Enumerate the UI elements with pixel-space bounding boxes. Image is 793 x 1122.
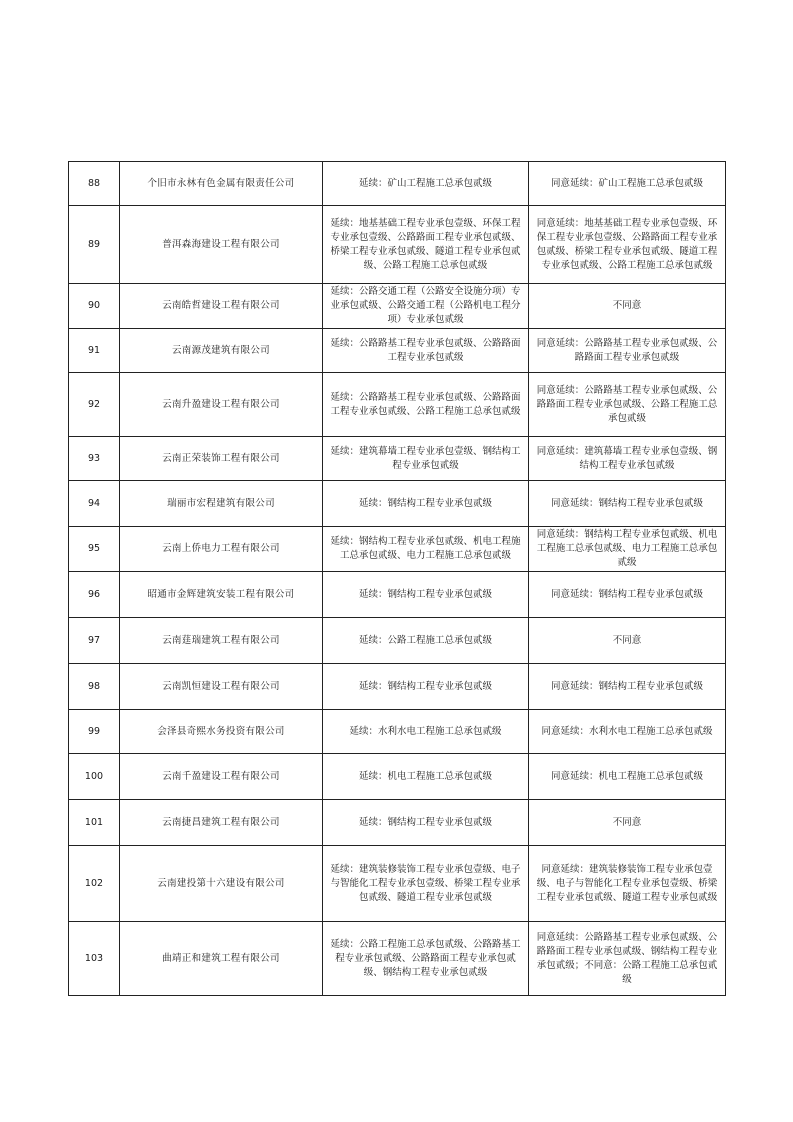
company-name: 曲靖正和建筑工程有限公司 (120, 922, 323, 996)
row-number: 93 (69, 437, 120, 481)
application-content: 延续：公路路基工程专业承包贰级、公路路面工程专业承包贰级、公路工程施工总承包贰级 (323, 373, 529, 437)
company-name: 云南建投第十六建设有限公司 (120, 846, 323, 922)
row-number: 95 (69, 527, 120, 572)
company-name: 云南莛瑞建筑工程有限公司 (120, 618, 323, 664)
row-number: 98 (69, 664, 120, 710)
review-result: 同意延续：公路路基工程专业承包贰级、公路路面工程专业承包贰级、公路工程施工总承包贰级 (529, 373, 726, 437)
company-name: 云南捷昌建筑工程有限公司 (120, 800, 323, 846)
table-row (69, 922, 726, 996)
row-number: 88 (69, 162, 120, 206)
row-number: 91 (69, 329, 120, 373)
row-number: 89 (69, 206, 120, 284)
application-content: 延续：矿山工程施工总承包贰级 (323, 162, 529, 206)
qualification-table (68, 161, 726, 996)
row-number: 97 (69, 618, 120, 664)
review-result: 同意延续：建筑幕墙工程专业承包壹级、钢结构工程专业承包贰级 (529, 437, 726, 481)
table-row (69, 710, 726, 754)
row-number: 92 (69, 373, 120, 437)
company-name: 云南正荣装饰工程有限公司 (120, 437, 323, 481)
review-result: 同意延续：钢结构工程专业承包贰级、机电工程施工总承包贰级、电力工程施工总承包贰级 (529, 527, 726, 572)
review-result: 同意延续：水利水电工程施工总承包贰级 (529, 710, 726, 754)
review-result: 不同意 (529, 800, 726, 846)
company-name: 云南源茂建筑有限公司 (120, 329, 323, 373)
row-number: 96 (69, 572, 120, 618)
application-content: 延续：建筑幕墙工程专业承包壹级、钢结构工程专业承包贰级 (323, 437, 529, 481)
company-name: 普洱森海建设工程有限公司 (120, 206, 323, 284)
table-body (69, 162, 726, 996)
company-name: 云南千盈建设工程有限公司 (120, 754, 323, 800)
application-content: 延续：钢结构工程专业承包贰级 (323, 800, 529, 846)
application-content: 延续：公路交通工程（公路安全设施分项）专业承包贰级、公路交通工程（公路机电工程分项）专业承包贰级 (323, 284, 529, 329)
company-name: 云南凯恒建设工程有限公司 (120, 664, 323, 710)
row-number: 99 (69, 710, 120, 754)
review-result: 同意延续：公路路基工程专业承包贰级、公路路面工程专业承包贰级、钢结构工程专业承包贰级；不同意：公路工程施工总承包贰级 (529, 922, 726, 996)
row-number: 101 (69, 800, 120, 846)
review-result: 同意延续：建筑装修装饰工程专业承包壹级、电子与智能化工程专业承包壹级、桥梁工程专业承包贰级、隧道工程专业承包贰级 (529, 846, 726, 922)
table-row (69, 664, 726, 710)
application-content: 延续：建筑装修装饰工程专业承包壹级、电子与智能化工程专业承包壹级、桥梁工程专业承包贰级、隧道工程专业承包贰级 (323, 846, 529, 922)
application-content: 延续：钢结构工程专业承包贰级 (323, 664, 529, 710)
application-content: 延续：公路工程施工总承包贰级 (323, 618, 529, 664)
table-row (69, 572, 726, 618)
table-row (69, 162, 726, 206)
table-row (69, 373, 726, 437)
review-result: 不同意 (529, 618, 726, 664)
table-row (69, 527, 726, 572)
review-result: 同意延续：机电工程施工总承包贰级 (529, 754, 726, 800)
application-content: 延续：公路工程施工总承包贰级、公路路基工程专业承包贰级、公路路面工程专业承包贰级、钢结构工程专业承包贰级 (323, 922, 529, 996)
review-result: 同意延续：钢结构工程专业承包贰级 (529, 664, 726, 710)
company-name: 会泽县奇熙水务投资有限公司 (120, 710, 323, 754)
application-content: 延续：钢结构工程专业承包贰级、机电工程施工总承包贰级、电力工程施工总承包贰级 (323, 527, 529, 572)
table-row (69, 206, 726, 284)
table-row (69, 284, 726, 329)
row-number: 100 (69, 754, 120, 800)
table-row (69, 754, 726, 800)
application-content: 延续：机电工程施工总承包贰级 (323, 754, 529, 800)
company-name: 个旧市永林有色金属有限责任公司 (120, 162, 323, 206)
company-name: 云南升盈建设工程有限公司 (120, 373, 323, 437)
company-name: 云南上侨电力工程有限公司 (120, 527, 323, 572)
review-result: 同意延续：地基基础工程专业承包壹级、环保工程专业承包壹级、公路路面工程专业承包贰级、桥梁工程专业承包贰级、隧道工程专业承包贰级、公路工程施工总承包贰级 (529, 206, 726, 284)
table-row (69, 618, 726, 664)
review-result: 同意延续：钢结构工程专业承包贰级 (529, 572, 726, 618)
application-content: 延续：钢结构工程专业承包贰级 (323, 572, 529, 618)
company-name: 云南皓哲建设工程有限公司 (120, 284, 323, 329)
row-number: 102 (69, 846, 120, 922)
application-content: 延续：公路路基工程专业承包贰级、公路路面工程专业承包贰级 (323, 329, 529, 373)
table-row (69, 846, 726, 922)
application-content: 延续：地基基础工程专业承包壹级、环保工程专业承包壹级、公路路面工程专业承包贰级、桥梁工程专业承包贰级、隧道工程专业承包贰级、公路工程施工总承包贰级 (323, 206, 529, 284)
review-result: 不同意 (529, 284, 726, 329)
application-content: 延续：钢结构工程专业承包贰级 (323, 481, 529, 527)
review-result: 同意延续：钢结构工程专业承包贰级 (529, 481, 726, 527)
review-result: 同意延续：矿山工程施工总承包贰级 (529, 162, 726, 206)
company-name: 昭通市金辉建筑安装工程有限公司 (120, 572, 323, 618)
company-name: 瑞丽市宏程建筑有限公司 (120, 481, 323, 527)
application-content: 延续：水利水电工程施工总承包贰级 (323, 710, 529, 754)
table-row (69, 437, 726, 481)
row-number: 94 (69, 481, 120, 527)
table-row (69, 329, 726, 373)
review-result: 同意延续：公路路基工程专业承包贰级、公路路面工程专业承包贰级 (529, 329, 726, 373)
row-number: 103 (69, 922, 120, 996)
table-row (69, 481, 726, 527)
row-number: 90 (69, 284, 120, 329)
table-row (69, 800, 726, 846)
